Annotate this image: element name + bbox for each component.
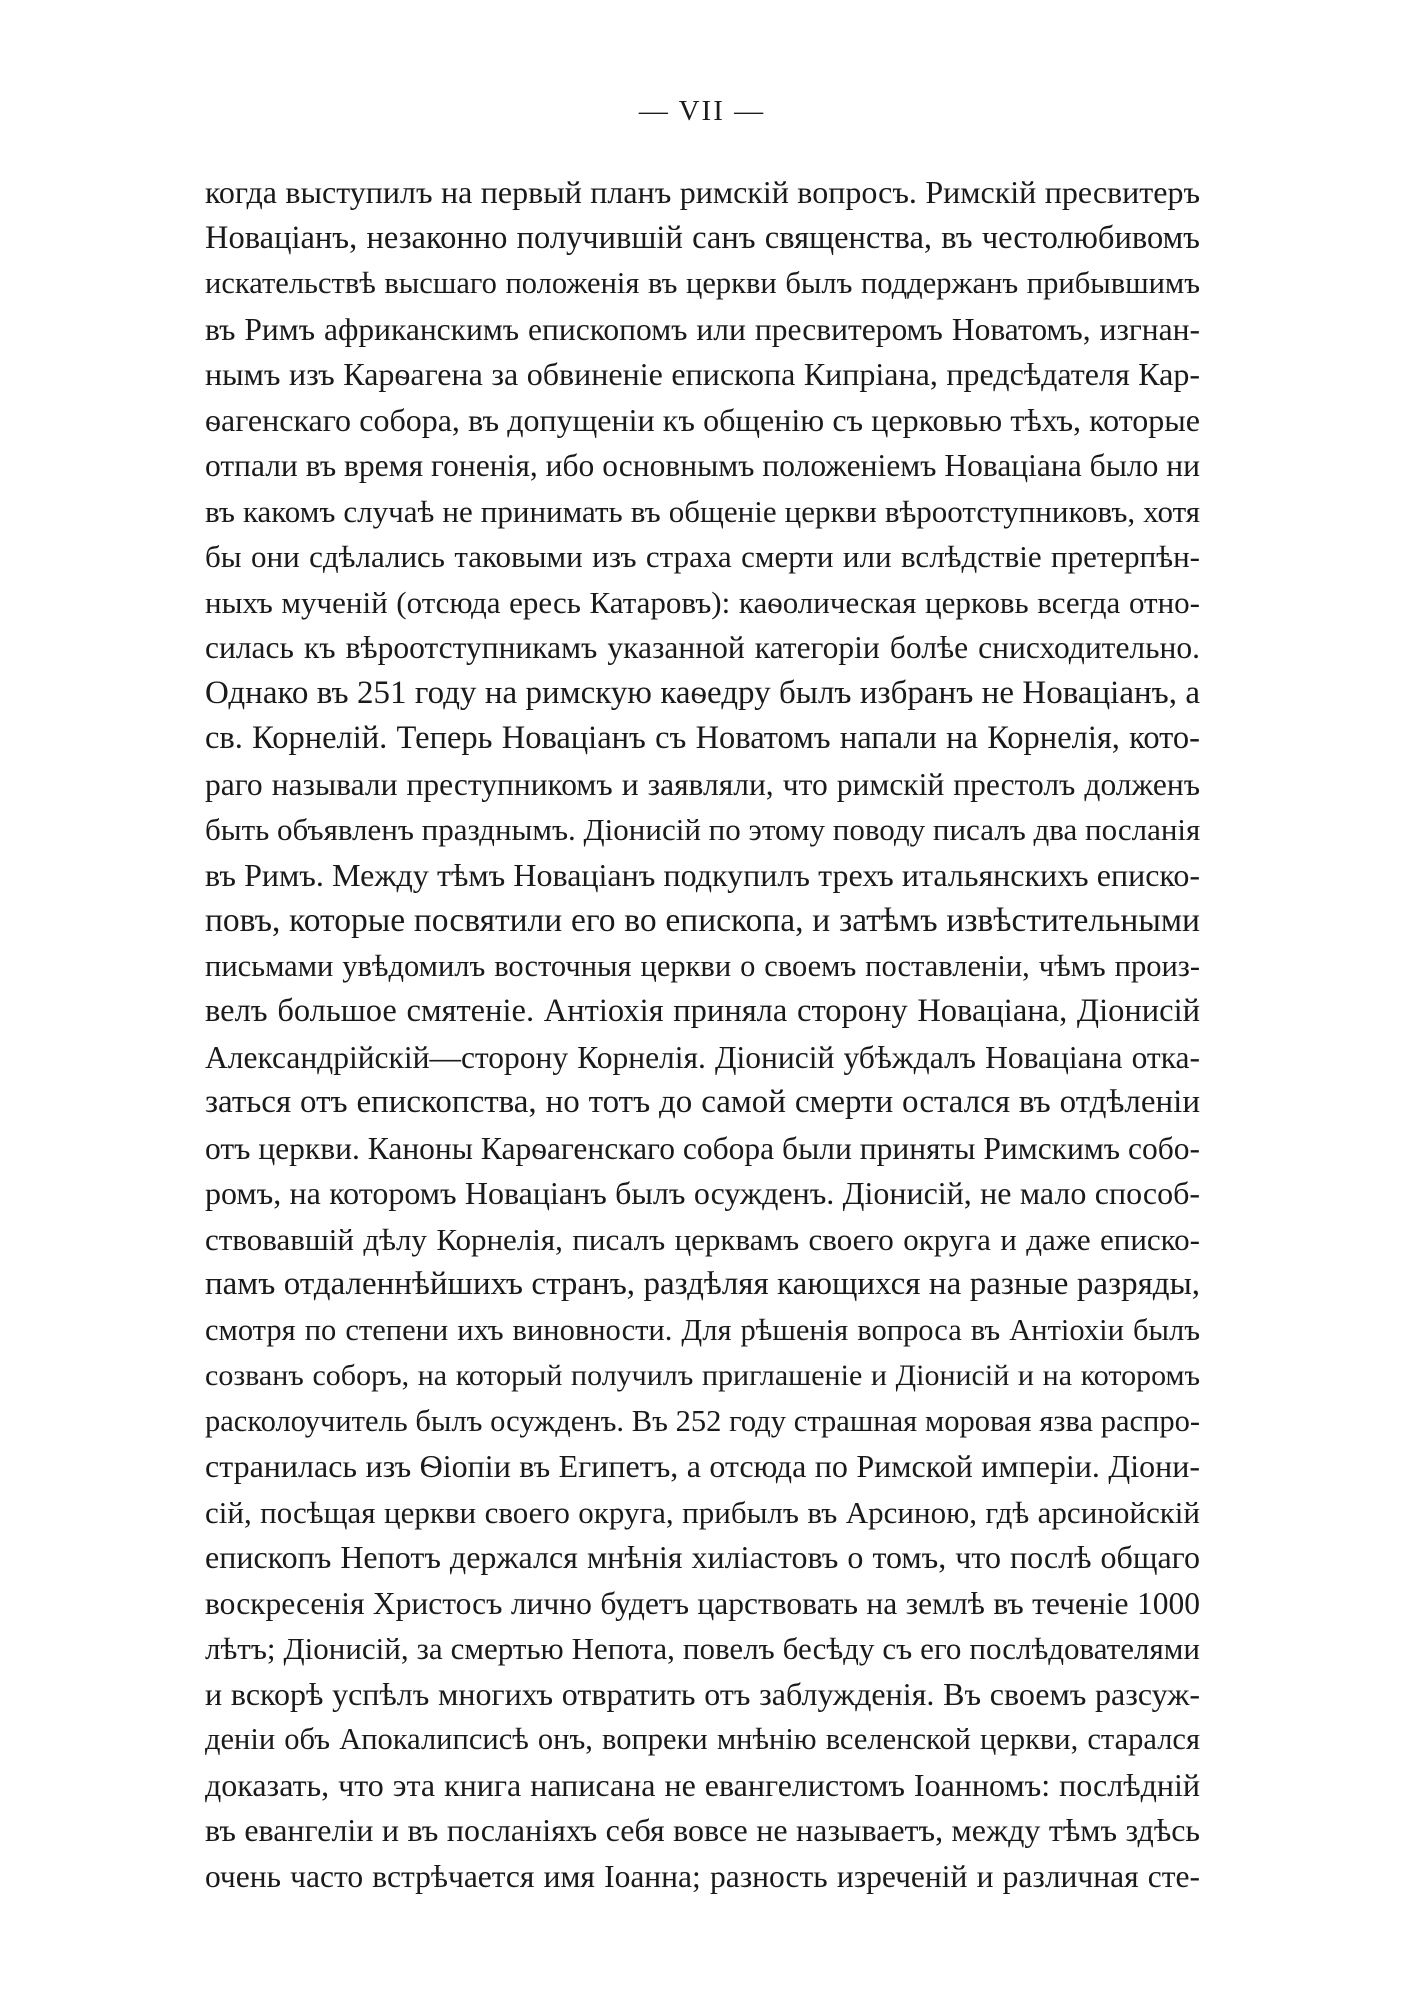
text-line: ствовавшій дѣлу Корнелія, писалъ церквамъ своего округа и даже еписко- — [205, 1221, 1200, 1257]
text-line: письмами увѣдомилъ восточныя церкви о своемъ поставленіи, чѣмъ произ- — [205, 948, 1200, 983]
text-line: памъ отдаленнѣйшихъ странъ, раздѣляя кающихся на разные разряды, — [205, 1266, 1200, 1302]
text-line: расколоучитель былъ осужденъ. Въ 252 году страшная моровая язва распро- — [205, 1403, 1200, 1438]
text-line: св. Корнелій. Теперь Новаціанъ съ Новатомъ напали на Корнелія, кото- — [205, 720, 1200, 756]
text-line: Новаціанъ, незаконно получившій санъ священства, въ честолюбивомъ — [205, 219, 1200, 256]
text-line: деніи объ Апокалипсисѣ онъ, вопреки мнѣнію вселенской церкви, старался — [205, 1722, 1200, 1756]
text-line: отъ церкви. Каноны Карѳагенскаго собора были приняты Римскимъ собо- — [205, 1130, 1200, 1166]
text-line: бы они сдѣлались таковыми изъ страха смерти или вслѣдствіе претерпѣн- — [205, 539, 1200, 574]
text-line: отпали въ время гоненія, ибо основнымъ положеніемъ Новаціана было ни — [205, 448, 1200, 483]
text-line: сій, посѣщая церкви своего округа, прибылъ въ Арсиною, гдѣ арсинойскій — [205, 1494, 1200, 1530]
text-line: странилась изъ Ѳіопіи въ Египетъ, а отсюда по Римской имперіи. Діони- — [205, 1448, 1200, 1484]
text-line: лѣтъ; Діонисій, за смертью Непота, повелъ бесѣду съ его послѣдователями — [205, 1631, 1200, 1666]
text-line: въ какомъ случаѣ не принимать въ общеніе церкви вѣроотступниковъ, хотя — [205, 493, 1200, 529]
text-line: повъ, которые посвятили его во епископа, и затѣмъ извѣстительными — [205, 902, 1200, 939]
text-line: искательствѣ высшаго положенія въ церкви былъ поддержанъ прибывшимъ — [205, 266, 1200, 300]
body-text — [205, 170, 1200, 1899]
text-line: въ Римъ африканскимъ епископомъ или пресвитеромъ Новатомъ, изгнан- — [205, 311, 1200, 347]
text-line: заться отъ епископства, но тотъ до самой смерти остался въ отдѣленіи — [205, 1084, 1200, 1120]
text-line: очень часто встрѣчается имя Іоанна; разность изреченій и различная сте- — [205, 1858, 1200, 1894]
text-line: раго называли преступникомъ и заявляли, что римскій престолъ долженъ — [205, 766, 1200, 802]
text-line: когда выступилъ на первый планъ римскій вопросъ. Римскій пресвитеръ — [205, 174, 1200, 210]
text-line: доказать, что эта книга написана не евангелистомъ Іоанномъ: послѣдній — [205, 1766, 1200, 1803]
text-line: ромъ, на которомъ Новаціанъ былъ осужденъ. Діонисій, не мало способ- — [205, 1175, 1200, 1211]
text-line: епископъ Непотъ держался мнѣнія хиліастовъ о томъ, что послѣ общаго — [205, 1539, 1200, 1575]
text-line: въ евангеліи и въ посланіяхъ себя вовсе не называетъ, между тѣмъ здѣсь — [205, 1812, 1200, 1848]
page-number: — VII — — [638, 95, 766, 127]
text-line: ѳагенскаго собора, въ допущеніи къ общенію съ церковью тѣхъ, которые — [205, 401, 1200, 438]
text-line: и вскорѣ успѣлъ многихъ отвратить отъ заблужденія. Въ своемъ разсуж- — [205, 1675, 1200, 1712]
text-line: воскресенія Христосъ лично будетъ царствовать на землѣ въ теченіе 1000 — [205, 1585, 1200, 1621]
text-line: силась къ вѣроотступникамъ указанной категоріи болѣе снисходительно. — [205, 630, 1200, 665]
text-line: Однако въ 251 году на римскую каѳедру былъ избранъ не Новаціанъ, а — [205, 674, 1200, 711]
text-line: нымъ изъ Карѳагена за обвиненіе епископа Кипріана, предсѣдателя Кар- — [205, 356, 1200, 392]
text-line: ныхъ мученій (отсюда ересь Катаровъ): каѳолическая церковь всегда отно- — [205, 584, 1200, 620]
text-line: быть объявленъ празднымъ. Діонисій по этому поводу писалъ два посланія — [205, 812, 1201, 847]
text-line: созванъ соборъ, на который получилъ приглашеніе и Діонисій и на которомъ — [205, 1359, 1200, 1392]
text-line: Александрійскій—сторону Корнелія. Діонисій убѣждалъ Новаціана отка- — [205, 1039, 1200, 1075]
text-line: велъ большое смятеніе. Антіохія приняла сторону Новаціана, Діонисій — [205, 993, 1200, 1029]
text-line: смотря по степени ихъ виновности. Для рѣшенія вопроса въ Антіохіи былъ — [205, 1312, 1200, 1347]
text-line: въ Римъ. Между тѣмъ Новаціанъ подкупилъ трехъ итальянскихъ еписко- — [205, 856, 1200, 893]
